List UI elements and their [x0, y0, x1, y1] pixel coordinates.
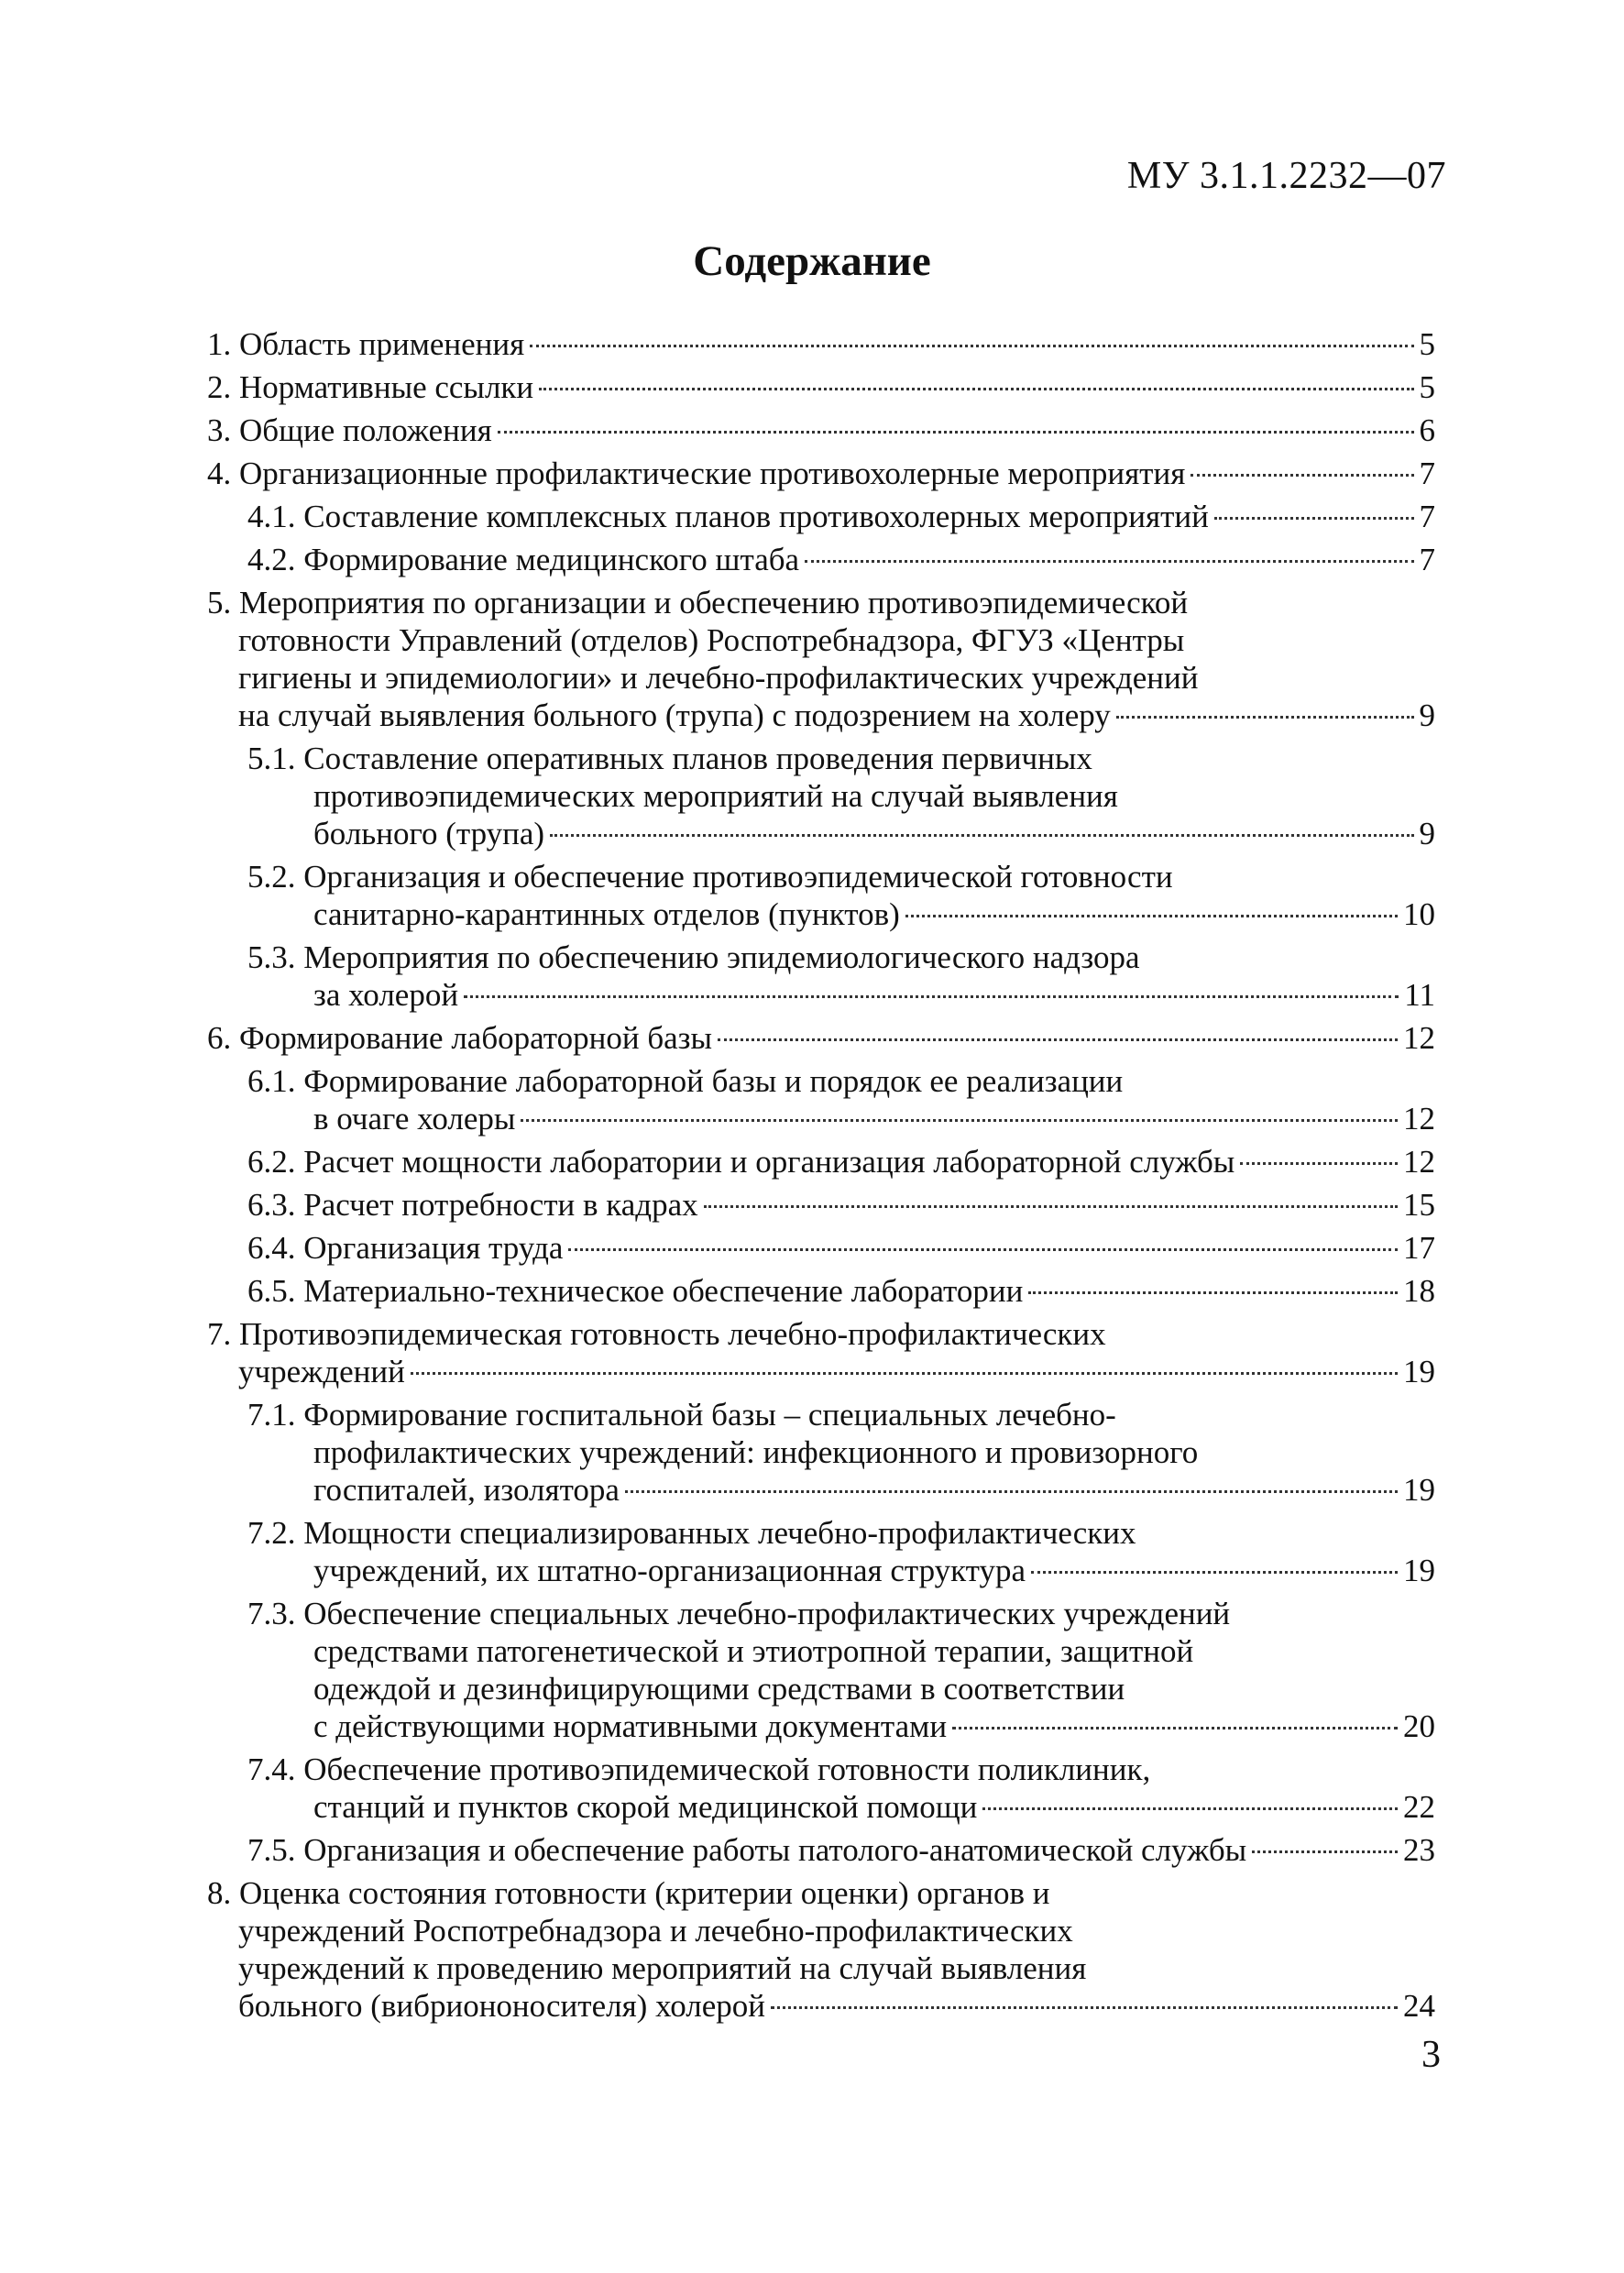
- toc-page-number: 5: [1419, 369, 1435, 405]
- toc-entry-text: 5.3. Мероприятия по обеспечению эпидемиологического надзора: [247, 939, 1140, 975]
- toc-page-number: 23: [1403, 1832, 1435, 1868]
- dot-leader: [718, 1038, 1398, 1041]
- toc-page-number: 24: [1403, 1988, 1435, 2024]
- toc-entry[interactable]: [207, 1272, 1435, 1310]
- toc-page-number: 7: [1419, 456, 1435, 491]
- toc-entry-text: 7.4. Обеспечение противоэпидемической готовности поликлиник,: [247, 1751, 1151, 1787]
- toc-entry[interactable]: [207, 455, 1435, 492]
- toc-entry-text: 5.1. Составление оперативных планов проведения первичных: [247, 741, 1092, 776]
- dot-leader: [1252, 1850, 1398, 1853]
- toc-entry-text: госпиталей, изолятора: [313, 1472, 620, 1508]
- dot-leader: [771, 2006, 1398, 2009]
- toc-entry[interactable]: [207, 498, 1435, 535]
- toc-entry[interactable]: [207, 1143, 1435, 1180]
- toc-page-number: 22: [1403, 1789, 1435, 1825]
- toc-page-number: 11: [1404, 977, 1435, 1013]
- dot-leader: [905, 915, 1398, 917]
- toc-entry-text: готовности Управлений (отделов) Роспотребнадзора, ФГУЗ «Центры: [238, 622, 1185, 658]
- dot-leader: [550, 834, 1413, 837]
- toc-entry[interactable]: [207, 1396, 1435, 1509]
- toc-entry-text: в очаге холеры: [313, 1101, 516, 1136]
- toc-page-number: 9: [1419, 697, 1435, 733]
- toc-entry[interactable]: [207, 325, 1435, 363]
- toc-entry-text: учреждений Роспотребнадзора и лечебно-профилактических: [238, 1913, 1073, 1949]
- toc-entry-text: санитарно-карантинных отделов (пунктов): [313, 896, 900, 932]
- dot-leader: [1240, 1162, 1398, 1165]
- toc-entry-text: станций и пунктов скорой медицинской помощи: [313, 1789, 978, 1825]
- toc-entry-text: средствами патогенетической и этиотропной терапии, защитной: [313, 1633, 1194, 1669]
- toc-page-number: 18: [1403, 1273, 1435, 1309]
- toc-page-number: 20: [1403, 1708, 1435, 1744]
- toc-entry-text: учреждений: [238, 1354, 405, 1389]
- toc-entry-text: одеждой и дезинфицирующими средствами в соответствии: [313, 1671, 1125, 1707]
- toc-entry-text: больного (вибриононосителя) холерой: [238, 1988, 766, 2024]
- toc-entry[interactable]: [207, 1186, 1435, 1224]
- toc-entry-text: на случай выявления больного (трупа) с подозрением на холеру: [238, 697, 1111, 733]
- toc-entry[interactable]: [207, 412, 1435, 449]
- toc-page-number: 12: [1403, 1144, 1435, 1180]
- toc-entry[interactable]: [207, 1831, 1435, 1869]
- dot-leader: [1191, 474, 1413, 477]
- dot-leader: [568, 1248, 1398, 1251]
- toc-page-number: 17: [1403, 1230, 1435, 1266]
- toc-entry-text: 7. Противоэпидемическая готовность лечебно-профилактических: [207, 1316, 1106, 1352]
- toc-entry-text: гигиены и эпидемиологии» и лечебно-профилактических учреждений: [238, 660, 1199, 696]
- toc-entry-text: 7.2. Мощности специализированных лечебно-профилактических: [247, 1515, 1136, 1551]
- toc-entry-text: 8. Оценка состояния готовности (критерии оценки) органов и: [207, 1875, 1050, 1911]
- dot-leader: [704, 1205, 1398, 1208]
- toc-entry-text: противоэпидемических мероприятий на случай выявления: [313, 778, 1118, 814]
- toc-entry[interactable]: [207, 584, 1435, 734]
- toc-page-number: 19: [1403, 1354, 1435, 1389]
- toc-entry-text: 4.1. Составление комплексных планов противохолерных мероприятий: [247, 499, 1209, 534]
- dot-leader: [464, 995, 1399, 998]
- dot-leader: [1116, 716, 1414, 719]
- dot-leader: [1031, 1571, 1398, 1574]
- page-title: Содержание: [693, 237, 931, 285]
- toc-entry-text: с действующими нормативными документами: [313, 1708, 948, 1744]
- toc-entry[interactable]: [207, 939, 1435, 1014]
- toc-page-number: 15: [1403, 1187, 1435, 1223]
- toc-entry-text: 7.5. Организация и обеспечение работы патолого-анатомической службы: [247, 1832, 1247, 1868]
- document-code: МУ 3.1.1.2232—07: [1126, 155, 1446, 197]
- toc-entry-text: 4. Организационные профилактические противохолерные мероприятия: [207, 456, 1186, 491]
- toc-entry-text: профилактических учреждений: инфекционного и провизорного: [313, 1434, 1199, 1470]
- dot-leader: [1214, 517, 1414, 520]
- toc-entry[interactable]: [207, 1514, 1435, 1589]
- dot-leader: [539, 388, 1413, 390]
- toc-page-number: 5: [1419, 326, 1435, 362]
- toc-entry-text: 5.2. Организация и обеспечение противоэпидемической готовности: [247, 859, 1173, 895]
- toc-entry[interactable]: [207, 1315, 1435, 1390]
- toc-entry[interactable]: [207, 1019, 1435, 1057]
- toc-entry[interactable]: [207, 541, 1435, 578]
- toc-entry-text: за холерой: [313, 977, 459, 1013]
- toc-entry-text: 7.1. Формирование госпитальной базы – специальных лечебно-: [247, 1397, 1116, 1433]
- toc-page-number: 19: [1403, 1472, 1435, 1508]
- dot-leader: [530, 345, 1413, 347]
- toc-entry-text: больного (трупа): [313, 816, 545, 851]
- dot-leader: [521, 1119, 1398, 1122]
- toc-entry[interactable]: [207, 1874, 1435, 2025]
- toc-page-number: 10: [1403, 896, 1435, 932]
- toc-entry-text: 4.2. Формирование медицинского штаба: [247, 542, 800, 577]
- toc-entry-text: 6.3. Расчет потребности в кадрах: [247, 1187, 698, 1223]
- toc-entry-text: 6.1. Формирование лабораторной базы и порядок ее реализации: [247, 1063, 1124, 1099]
- toc-page-number: 12: [1403, 1101, 1435, 1136]
- toc-page-number: 7: [1419, 499, 1435, 534]
- toc-entry[interactable]: [207, 1229, 1435, 1267]
- toc-page-number: 12: [1403, 1020, 1435, 1056]
- page-number: 3: [1421, 2034, 1441, 2076]
- toc-entry-text: 6. Формирование лабораторной базы: [207, 1020, 713, 1056]
- toc-entry-text: 3. Общие положения: [207, 412, 492, 448]
- table-of-contents: [207, 325, 1435, 2030]
- toc-entry[interactable]: [207, 1595, 1435, 1745]
- toc-page-number: 6: [1419, 412, 1435, 448]
- toc-entry-text: 6.2. Расчет мощности лаборатории и организация лабораторной службы: [247, 1144, 1235, 1180]
- toc-entry-text: 5. Мероприятия по организации и обеспечению противоэпидемической: [207, 585, 1189, 620]
- dot-leader: [625, 1490, 1398, 1493]
- toc-entry-text: 2. Нормативные ссылки: [207, 369, 534, 405]
- toc-entry[interactable]: [207, 1062, 1435, 1137]
- toc-entry[interactable]: [207, 368, 1435, 406]
- toc-page-number: 7: [1419, 542, 1435, 577]
- toc-entry-text: учреждений, их штатно-организационная структура: [313, 1553, 1026, 1588]
- toc-entry-text: 6.5. Материально-техническое обеспечение лаборатории: [247, 1273, 1024, 1309]
- dot-leader: [952, 1727, 1398, 1729]
- toc-page-number: 9: [1419, 816, 1435, 851]
- dot-leader: [411, 1372, 1398, 1375]
- toc-page-number: 19: [1403, 1553, 1435, 1588]
- toc-entry-text: 7.3. Обеспечение специальных лечебно-профилактических учреждений: [247, 1596, 1231, 1631]
- toc-entry[interactable]: [207, 858, 1435, 933]
- toc-entry[interactable]: [207, 1751, 1435, 1826]
- dot-leader: [982, 1807, 1398, 1810]
- toc-entry[interactable]: [207, 740, 1435, 852]
- toc-entry-text: учреждений к проведению мероприятий на случай выявления: [238, 1950, 1087, 1986]
- toc-entry-text: 6.4. Организация труда: [247, 1230, 564, 1266]
- toc-entry-text: 1. Область применения: [207, 326, 525, 362]
- dot-leader: [805, 560, 1413, 563]
- dot-leader: [498, 431, 1414, 434]
- dot-leader: [1028, 1291, 1398, 1294]
